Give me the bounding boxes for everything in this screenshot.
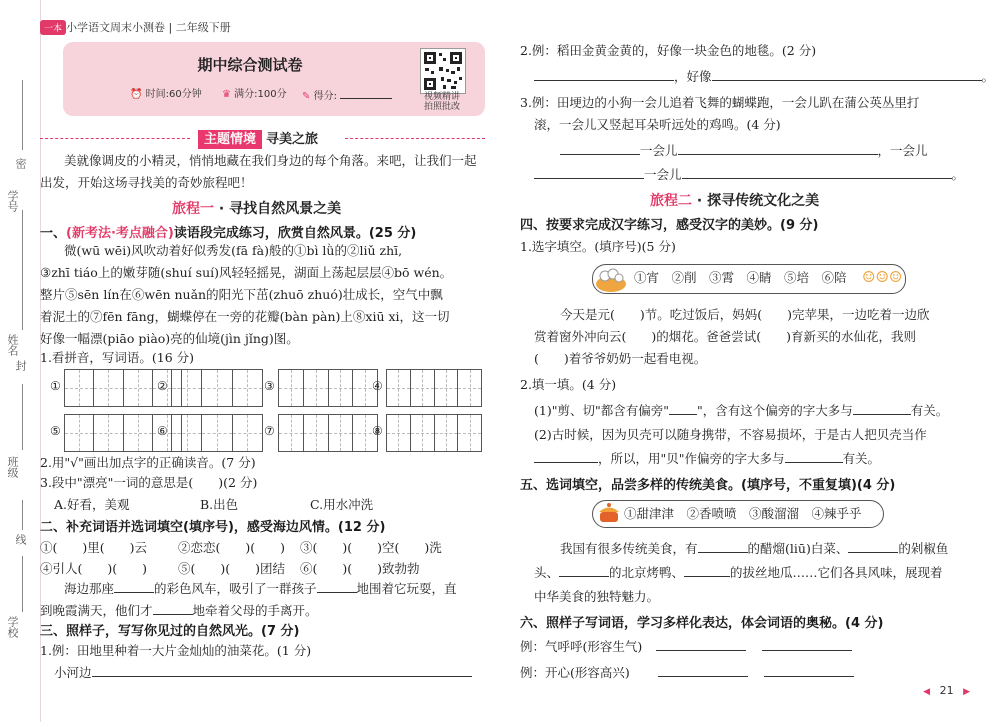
q5-text: 我国有很多传统美食，有 xyxy=(560,541,698,556)
theme-tag: 主题情境 xyxy=(198,130,262,149)
q3-answer-3b: 一会儿 。 xyxy=(534,164,964,186)
grid-label: ① xyxy=(50,379,61,393)
q5-passage-line xyxy=(560,538,948,560)
margin-label-class: 班级 xyxy=(6,456,19,478)
grid-label: ⑤ xyxy=(50,424,61,438)
margin-label-student-id: 学号 xyxy=(6,190,19,212)
margin-line xyxy=(22,556,23,612)
q4-sub2: 2.填一填。(4 分) xyxy=(520,377,617,392)
full-score-text: 满分:100分 xyxy=(234,89,287,100)
q3-heading: 三、照样子，写写你见过的自然风光。(7 分) xyxy=(40,624,300,639)
journey-1-title: 寻找自然风景之美 xyxy=(229,201,342,217)
q2-heading: 二、补充词语并选词填空(填序号)，感受海边风情。(12 分) xyxy=(40,520,386,535)
q5-text: 的拔丝地瓜……它们各具风味，展现着 xyxy=(730,565,943,580)
theme-heading xyxy=(198,128,318,147)
margin-label-seal-1: 密 xyxy=(14,158,27,169)
q2-blank[interactable] xyxy=(317,579,357,593)
q5-passage-line: 中华美食的独特魅力。 xyxy=(534,589,660,604)
q3-blank[interactable] xyxy=(678,141,878,155)
q3-text: 一会儿 xyxy=(644,167,682,182)
q2-text: 海边那座 xyxy=(64,581,115,596)
q6-text: 例：开心(形容高兴) xyxy=(520,665,630,680)
journey-2-label: 旅程二 xyxy=(650,193,692,209)
q2-fill-line xyxy=(64,578,457,600)
q4-text: 有关。 xyxy=(910,403,949,418)
page-number: 21 xyxy=(939,684,954,697)
q6-example-2 xyxy=(520,662,854,684)
margin-line xyxy=(22,384,23,450)
q4-fill-line xyxy=(534,400,948,422)
grid-label: ④ xyxy=(372,379,383,393)
q2-text: 到晚霞满天，他们才 xyxy=(40,603,153,618)
journey-1-heading: 旅程一 · 寻找自然风景之美 xyxy=(172,201,342,217)
journey-2-title: 探寻传统文化之美 xyxy=(707,193,820,209)
journey-2-heading: 旅程二 · 探寻传统文化之美 xyxy=(650,193,820,209)
q4-blank[interactable] xyxy=(534,449,598,463)
grid-label: ⑦ xyxy=(264,424,275,438)
q3-blank[interactable] xyxy=(534,165,644,179)
q4-fill-line: (2)古时候，因为贝壳可以随身携带，不容易损坏，于是古人把贝壳当作 xyxy=(534,427,927,442)
prev-arrow-icon: ◀ xyxy=(923,687,931,697)
q3-example-3: 3.例：田埂边的小狗一会儿追着飞舞的蝴蝶跑，一会儿趴在蒲公英丛里打 xyxy=(520,95,920,110)
q1-heading xyxy=(40,222,416,241)
q3-text: 一会儿 xyxy=(640,143,678,158)
q3-blank[interactable] xyxy=(92,663,472,677)
time-text: 时间:60分钟 xyxy=(145,89,202,100)
q3-text: ，一会儿 xyxy=(877,143,928,158)
page-number-area xyxy=(923,684,970,697)
margin-label-name: 姓名 xyxy=(6,334,19,356)
q2-text: 地牵着父母的手离开。 xyxy=(192,603,318,618)
q5-text: 的剁椒鱼 xyxy=(898,541,949,556)
q2-fill-line xyxy=(40,600,318,622)
trophy-icon: ♛ xyxy=(222,89,231,100)
q3-blank[interactable] xyxy=(560,141,640,155)
q3-blank[interactable] xyxy=(712,67,982,81)
q4-text: 有关。 xyxy=(842,451,881,466)
q1-option-a[interactable]: A.好看，美观 xyxy=(54,497,130,512)
margin-label-school: 学校 xyxy=(6,616,19,638)
q2-word[interactable]: ④引人( )( ) xyxy=(40,561,148,576)
q3-answer-2: ，好像 。 xyxy=(534,66,994,88)
q3-text: ，好像 xyxy=(674,69,712,84)
brand-logo: 一本 xyxy=(40,20,66,35)
q4-passage-line: 今天是元( )节。吃过饭后，妈妈( )完苹果，一边吃着一边欣 xyxy=(560,307,930,322)
time-info xyxy=(130,85,202,100)
q1-passage-line: 好像一幅漂(piāo piào)亮的仙境(jìn jǐng)图。 xyxy=(40,331,299,346)
q4-blank[interactable] xyxy=(669,401,697,415)
q5-heading: 五、选词填空，品尝多样的传统美食。(填序号，不重复填)(4 分) xyxy=(520,478,896,493)
q5-options: ①甜津津 ②香喷喷 ③酸溜溜 ④辣乎乎 xyxy=(624,506,862,521)
qr-code[interactable] xyxy=(420,48,466,94)
margin-label-seal-2: 封 xyxy=(14,360,27,371)
margin-line xyxy=(22,210,23,330)
q5-blank[interactable] xyxy=(848,539,898,553)
q4-options: ①宵 ②削 ③霄 ④睛 ⑤培 ⑥陪 xyxy=(634,270,847,285)
q2-word[interactable]: ②恋恋( )( ) xyxy=(178,540,286,555)
score-blank xyxy=(340,85,392,99)
q1-title: 读语段完成练习，欣赏自然风景。(25 分) xyxy=(173,226,417,241)
q1-sub1: 1.看拼音，写词语。(16 分) xyxy=(40,350,195,365)
q6-blank[interactable] xyxy=(762,637,852,651)
q4-text: "，含有这个偏旁的字大多与 xyxy=(696,403,853,418)
qr-caption xyxy=(418,92,466,112)
next-arrow-icon: ▶ xyxy=(963,687,970,697)
q6-blank[interactable] xyxy=(658,663,748,677)
q1-sub3: 3.段中"漂亮"一词的意思是( )(2 分) xyxy=(40,475,258,490)
q3-example-1: 1.例：田地里种着一大片金灿灿的油菜花。(1 分) xyxy=(40,643,312,658)
smiley-icon: ☺☺☺ xyxy=(862,268,903,286)
full-score-info xyxy=(222,85,287,100)
journey-1-label: 旅程一 xyxy=(172,201,214,217)
q3-answer-1 xyxy=(54,662,472,684)
q5-text: 的北京烤鸭、 xyxy=(609,565,685,580)
q3-example-2: 2.例：稻田金黄金黄的，好像一块金色的地毯。(2 分) xyxy=(520,43,817,58)
intro-line: 出发，开始这场寻找美的奇妙旅程吧！ xyxy=(40,175,253,190)
q4-blank[interactable] xyxy=(853,401,911,415)
q5-blank[interactable] xyxy=(698,539,748,553)
q1-tag: (新考法·考点融合) xyxy=(66,226,174,241)
q6-example-1 xyxy=(520,636,852,658)
q1-sub2: 2.用"√"画出加点字的正确读音。(7 分) xyxy=(40,455,256,470)
clock-icon: ⏰ xyxy=(130,89,143,100)
margin-line xyxy=(22,500,23,530)
food-icon xyxy=(596,500,622,530)
q1-option-b[interactable]: B.出色 xyxy=(200,497,239,512)
q3-answer-3 xyxy=(560,140,928,162)
q1-passage-line: 微(wū wēi)风吹动着好似秀发(fā fà)般的①bì lǜ的②liǔ zhī, xyxy=(64,243,403,258)
q3-prompt: 小河边 xyxy=(54,665,92,680)
q2-blank[interactable] xyxy=(153,601,193,615)
q2-word[interactable]: ⑤( )( )团结 xyxy=(178,561,286,576)
q3-example-3b: 滚，一会儿又竖起耳朵听远处的鸡鸣。(4 分) xyxy=(534,117,781,132)
q6-blank[interactable] xyxy=(764,663,854,677)
q1-option-c[interactable]: C.用水冲洗 xyxy=(310,497,374,512)
q2-word[interactable]: ⑥( )( )致勃勃 xyxy=(300,561,420,576)
margin-label-seal-3: 线 xyxy=(14,534,27,545)
q4-text: ，所以，用"贝"作偏旁的字大多与 xyxy=(598,451,785,466)
q4-text: (1)"剪、切"都含有偏旁" xyxy=(534,403,669,418)
q3-blank[interactable] xyxy=(682,165,952,179)
grid-label: ③ xyxy=(264,379,275,393)
score-text: 得分: xyxy=(313,91,337,102)
dumpling-icon xyxy=(594,262,628,298)
q4-passage-line: 赏着窗外冲向云( )的烟花。爸爸尝试( )育新买的水仙花，我则 xyxy=(534,329,917,344)
q6-blank[interactable] xyxy=(656,637,746,651)
grid-label: ⑥ xyxy=(157,424,168,438)
q5-blank[interactable] xyxy=(559,563,609,577)
q4-heading: 四、按要求完成汉字练习，感受汉字的美妙。(9 分) xyxy=(520,218,819,233)
intro-line: 美就像调皮的小精灵，悄悄地藏在我们身边的每个角落。来吧，让我们一起 xyxy=(64,153,477,168)
series-title: 小学语文周末小测卷 | 二年级下册 xyxy=(66,21,231,34)
q4-sub1: 1.选字填空。(填序号)(5 分) xyxy=(520,239,676,254)
q1-number: 一、 xyxy=(40,226,67,241)
q5-text: 头、 xyxy=(534,565,560,580)
q2-blank[interactable] xyxy=(114,579,154,593)
page-title: 期中综合测试卷 xyxy=(197,56,303,74)
q6-heading: 六、照样子写词语，学习多样化表达，体会词语的奥秘。(4 分) xyxy=(520,616,884,631)
q1-passage-line: 整片⑤sēn lín在⑥wēn nuǎn的阳光下茁(zhuō zhuó)壮成长，空气中飘 xyxy=(40,287,443,302)
q6-text: 例：气呼呼(形容生气) xyxy=(520,639,643,654)
q1-passage-line: 着泥土的⑦fēn fāng，蝴蝶停在一旁的花瓣(bàn pàn)上⑧xiū xi，这一切 xyxy=(40,309,450,324)
q5-blank[interactable] xyxy=(684,563,730,577)
score-icon: ✎ xyxy=(302,91,311,102)
q4-blank[interactable] xyxy=(785,449,843,463)
grid-label: ② xyxy=(157,379,168,393)
qr-caption-line: 拍照批改 xyxy=(423,102,460,112)
q2-text: 地围着它玩耍，直 xyxy=(356,581,457,596)
q5-passage-line xyxy=(534,562,943,584)
q3-blank[interactable] xyxy=(534,67,674,81)
grid-label: ⑧ xyxy=(372,424,383,438)
theme-text: 寻美之旅 xyxy=(266,132,319,147)
q2-word[interactable]: ①( )里( )云 xyxy=(40,540,148,555)
q2-text: 的彩色风车，吸引了一群孩子 xyxy=(154,581,317,596)
q2-word[interactable]: ③( )( )空( )洗 xyxy=(300,540,442,555)
q4-passage-line: ( )着爷爷奶奶一起看电视。 xyxy=(534,351,707,366)
divider xyxy=(345,138,485,139)
margin-line xyxy=(22,80,23,150)
qr-caption-line: 视频精讲 xyxy=(423,92,460,102)
q1-passage-line: ③zhī tiáo上的嫩芽随(shuí suí)风轻轻摇晃，湖面上荡起层层④bō wén。 xyxy=(40,265,453,280)
q5-text: 的醋熘(liū)白菜、 xyxy=(747,541,849,556)
divider xyxy=(40,138,190,139)
q4-fill-line xyxy=(534,448,880,470)
score-info xyxy=(302,85,392,102)
